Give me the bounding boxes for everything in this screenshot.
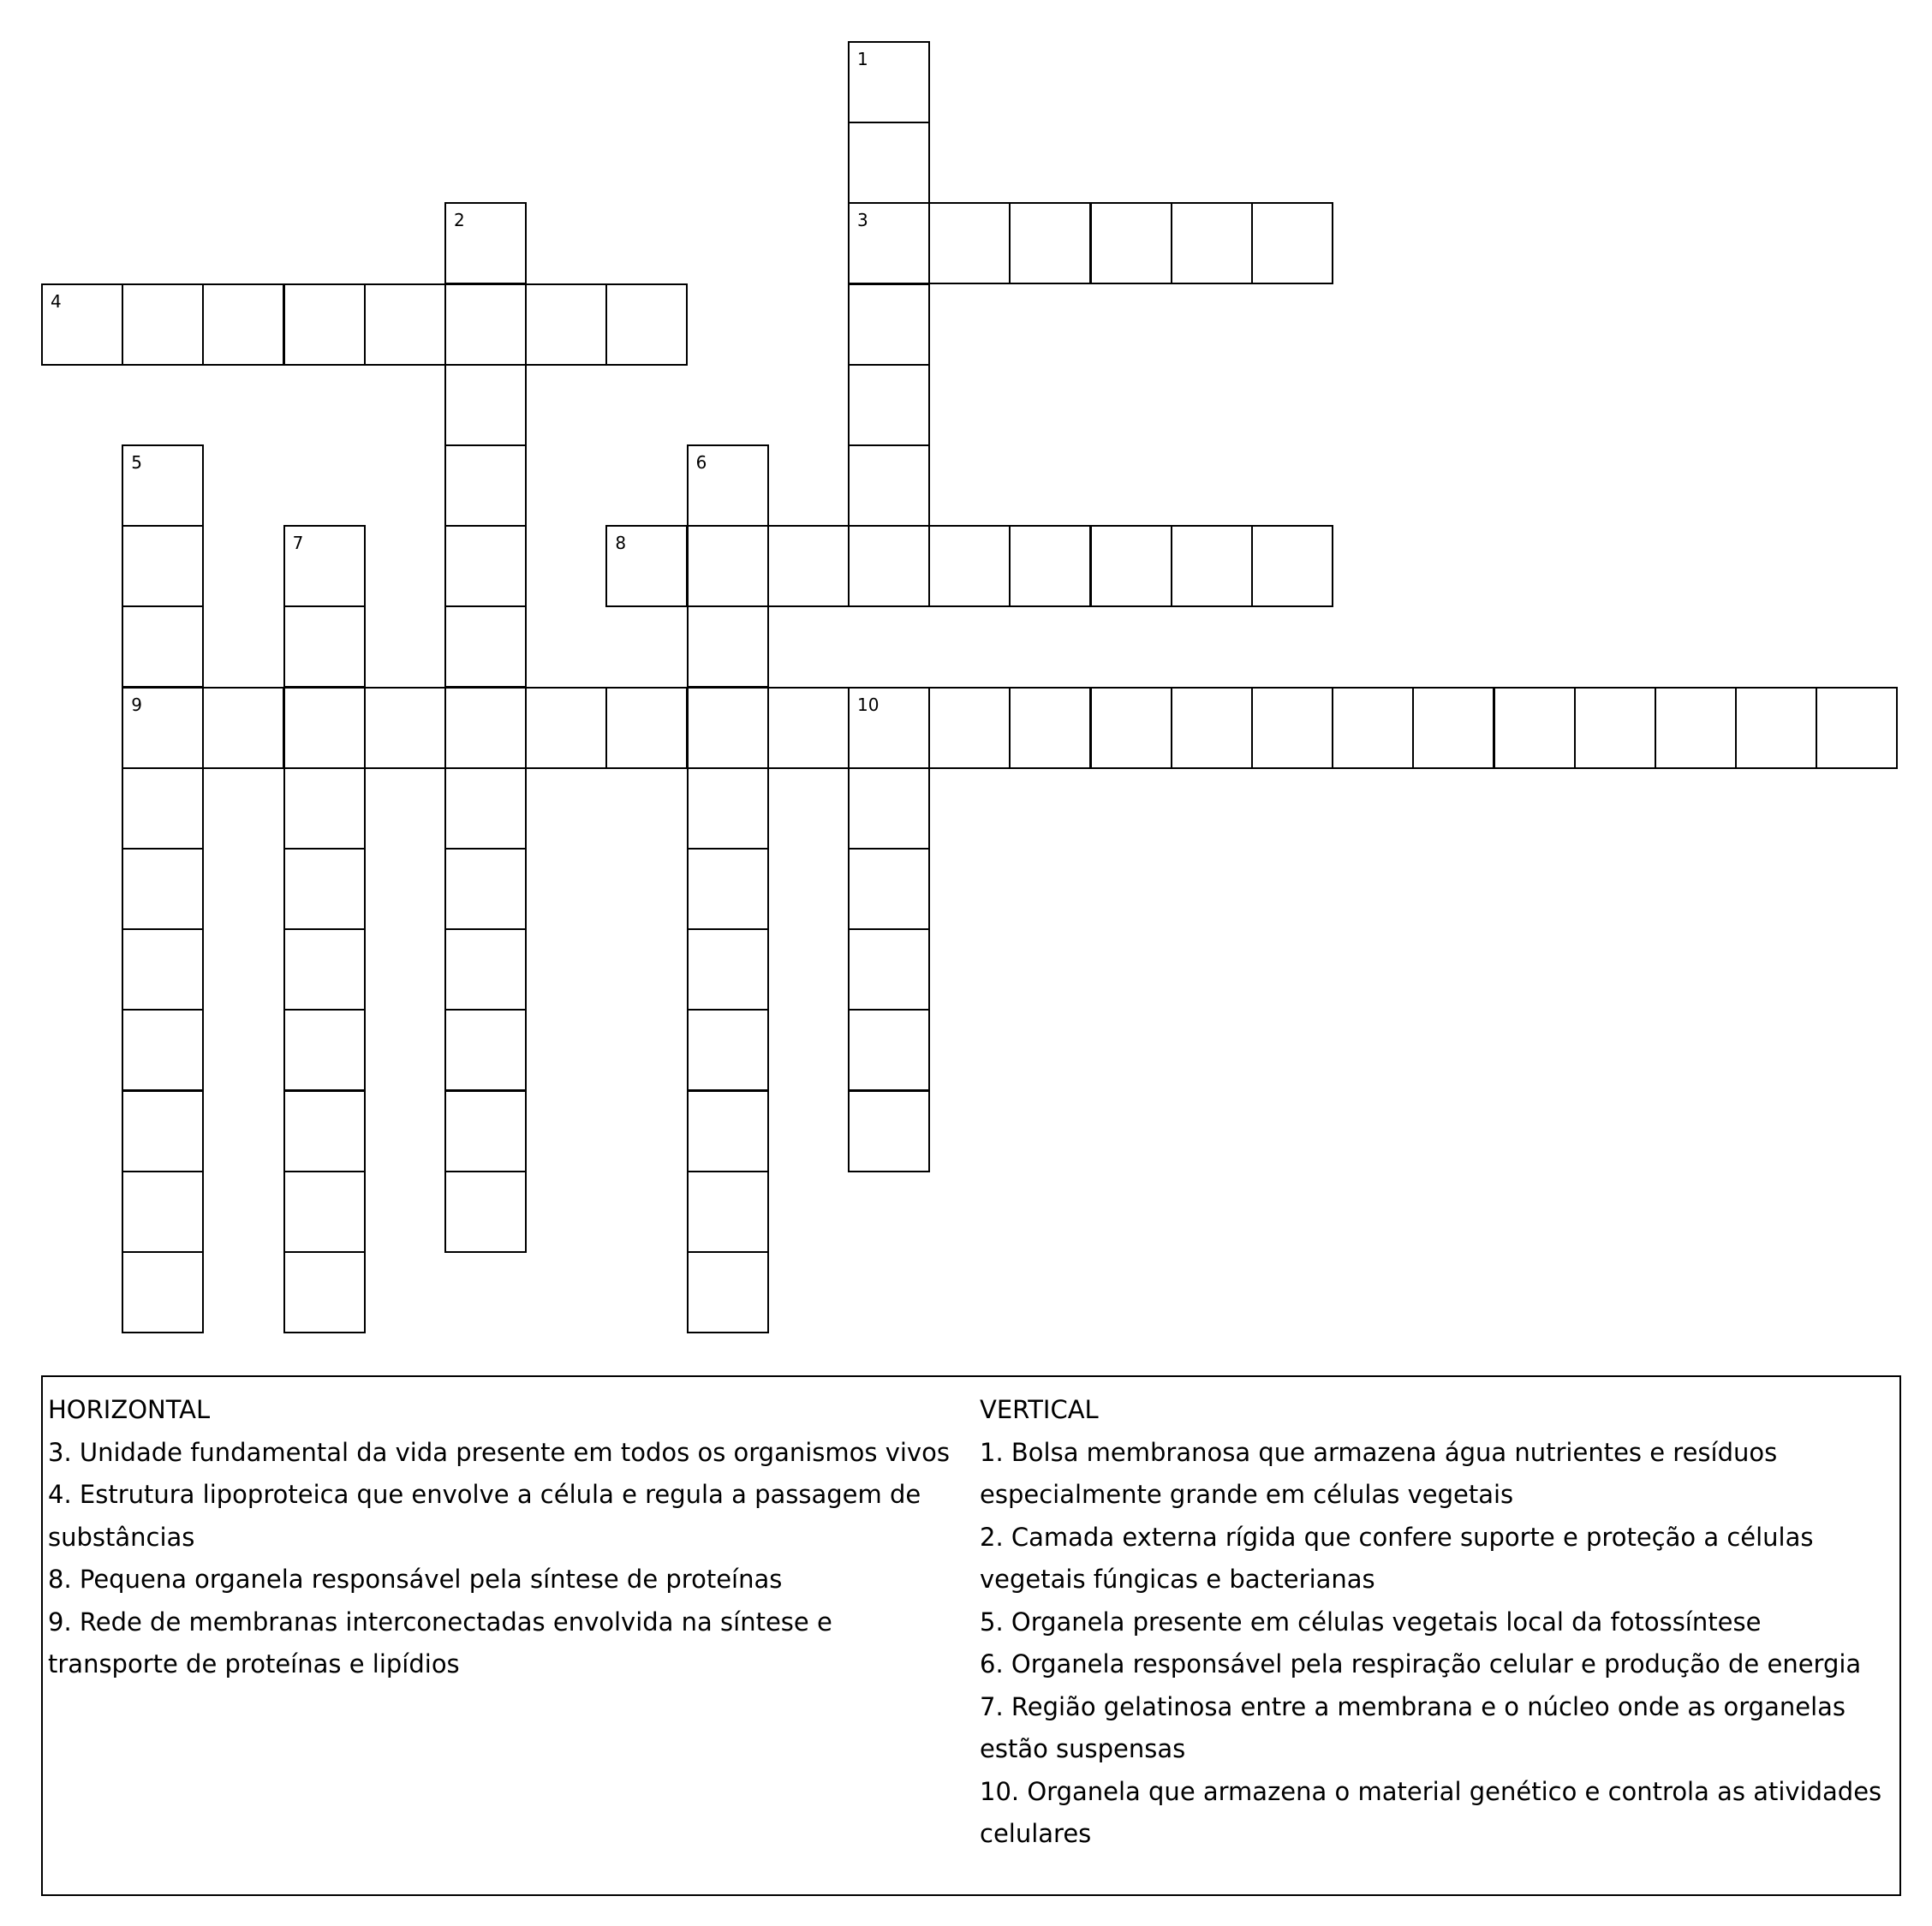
grid-cell[interactable] bbox=[687, 687, 769, 769]
vertical-clues bbox=[980, 1389, 1887, 1856]
vertical-heading: VERTICAL bbox=[980, 1395, 1099, 1424]
clues-panel bbox=[41, 1375, 1901, 1896]
clue-down-10: 10. Organela que armazena o material genético e controla as atividades celulares bbox=[980, 1776, 1882, 1848]
grid-cell[interactable] bbox=[283, 767, 366, 850]
clue-number-7: 7 bbox=[292, 533, 304, 554]
grid-cell[interactable] bbox=[687, 1251, 769, 1333]
grid-cell[interactable] bbox=[444, 1009, 527, 1091]
grid-cell[interactable] bbox=[122, 928, 204, 1011]
grid-cell[interactable] bbox=[122, 767, 204, 850]
grid-cell[interactable] bbox=[444, 687, 527, 769]
grid-cell[interactable] bbox=[1412, 687, 1494, 769]
clue-across-9: 9. Rede de membranas interconectadas envolvida na síntese e transporte de proteínas e lipídios bbox=[48, 1607, 832, 1679]
grid-cell[interactable] bbox=[687, 605, 769, 688]
grid-cell[interactable] bbox=[283, 1009, 366, 1091]
grid-cell[interactable] bbox=[122, 283, 204, 366]
grid-cell[interactable] bbox=[687, 767, 769, 850]
grid-cell[interactable] bbox=[444, 444, 527, 527]
clue-number-8: 8 bbox=[615, 533, 627, 554]
grid-cell[interactable] bbox=[444, 1171, 527, 1253]
grid-cell[interactable] bbox=[283, 283, 366, 366]
grid-cell[interactable] bbox=[283, 525, 366, 607]
grid-cell[interactable] bbox=[605, 283, 688, 366]
grid-cell[interactable] bbox=[848, 202, 930, 284]
grid-cell[interactable] bbox=[444, 848, 527, 930]
grid-cell[interactable] bbox=[1251, 525, 1333, 607]
grid-cell[interactable] bbox=[1655, 687, 1737, 769]
clue-number-1: 1 bbox=[857, 49, 868, 69]
grid-cell[interactable] bbox=[848, 848, 930, 930]
grid-cell[interactable] bbox=[1735, 687, 1817, 769]
grid-cell[interactable] bbox=[848, 364, 930, 446]
clue-number-3: 3 bbox=[857, 210, 868, 231]
grid-cell[interactable] bbox=[525, 283, 607, 366]
clue-down-7: 7. Região gelatinosa entre a membrana e o núcleo onde as organelas estão suspensas bbox=[980, 1691, 1846, 1763]
grid-cell[interactable] bbox=[283, 605, 366, 688]
grid-cell[interactable] bbox=[444, 1090, 527, 1172]
grid-cell[interactable] bbox=[1009, 525, 1091, 607]
grid-cell[interactable] bbox=[687, 444, 769, 527]
grid-cell[interactable] bbox=[1171, 525, 1253, 607]
clue-across-3: 3. Unidade fundamental da vida presente em todos os organismos vivos bbox=[48, 1437, 950, 1467]
grid-cell[interactable] bbox=[605, 687, 688, 769]
grid-cell[interactable] bbox=[687, 525, 769, 607]
grid-cell[interactable] bbox=[364, 687, 446, 769]
grid-cell[interactable] bbox=[122, 848, 204, 930]
grid-cell[interactable] bbox=[1332, 687, 1414, 769]
grid-cell[interactable] bbox=[1574, 687, 1656, 769]
grid-cell[interactable] bbox=[41, 283, 123, 366]
grid-cell[interactable] bbox=[1251, 687, 1333, 769]
clue-down-5: 5. Organela presente em células vegetais local da fotossíntese bbox=[980, 1607, 1762, 1637]
grid-cell[interactable] bbox=[283, 687, 366, 769]
grid-cell[interactable] bbox=[848, 122, 930, 204]
clue-down-6: 6. Organela responsável pela respiração celular e produção de energia bbox=[980, 1649, 1862, 1679]
grid-cell[interactable] bbox=[767, 525, 850, 607]
grid-cell[interactable] bbox=[122, 525, 204, 607]
grid-cell[interactable] bbox=[283, 1251, 366, 1333]
grid-cell[interactable] bbox=[848, 687, 930, 769]
grid-cell[interactable] bbox=[687, 1009, 769, 1091]
grid-cell[interactable] bbox=[444, 283, 527, 366]
grid-cell[interactable] bbox=[444, 928, 527, 1011]
grid-cell[interactable] bbox=[122, 444, 204, 527]
grid-cell[interactable] bbox=[928, 202, 1011, 284]
grid-cell[interactable] bbox=[122, 1009, 204, 1091]
grid-cell[interactable] bbox=[1090, 687, 1172, 769]
clue-number-2: 2 bbox=[454, 210, 465, 231]
clue-number-10: 10 bbox=[857, 694, 880, 715]
grid-cell[interactable] bbox=[848, 928, 930, 1011]
clue-across-8: 8. Pequena organela responsável pela síntese de proteínas bbox=[48, 1565, 783, 1594]
grid-cell[interactable] bbox=[202, 687, 284, 769]
grid-cell[interactable] bbox=[444, 767, 527, 850]
clue-number-4: 4 bbox=[51, 290, 62, 312]
clue-number-9: 9 bbox=[131, 694, 142, 715]
grid-cell[interactable] bbox=[687, 928, 769, 1011]
clue-across-4: 4. Estrutura lipoproteica que envolve a célula e regula a passagem de substâncias bbox=[48, 1480, 921, 1552]
grid-cell[interactable] bbox=[848, 767, 930, 850]
grid-cell[interactable] bbox=[283, 928, 366, 1011]
grid-cell[interactable] bbox=[928, 525, 1011, 607]
grid-cell[interactable] bbox=[444, 605, 527, 688]
grid-cell[interactable] bbox=[283, 1171, 366, 1253]
grid-cell[interactable] bbox=[848, 1090, 930, 1172]
grid-cell[interactable] bbox=[687, 1171, 769, 1253]
grid-cell[interactable] bbox=[1494, 687, 1576, 769]
grid-cell[interactable] bbox=[1816, 687, 1898, 769]
grid-cell[interactable] bbox=[848, 41, 930, 123]
grid-cell[interactable] bbox=[444, 364, 527, 446]
grid-cell[interactable] bbox=[848, 1009, 930, 1091]
grid-cell[interactable] bbox=[1251, 202, 1333, 284]
clue-down-1: 1. Bolsa membranosa que armazena água nutrientes e resíduos especialmente grande em células vegetais bbox=[980, 1437, 1778, 1509]
grid-cell[interactable] bbox=[364, 283, 446, 366]
grid-cell[interactable] bbox=[1090, 202, 1172, 284]
clue-number-6: 6 bbox=[695, 452, 707, 473]
grid-cell[interactable] bbox=[928, 687, 1011, 769]
grid-cell[interactable] bbox=[122, 687, 204, 769]
grid-cell[interactable] bbox=[122, 1090, 204, 1172]
grid-cell[interactable] bbox=[283, 1090, 366, 1172]
grid-cell[interactable] bbox=[122, 605, 204, 688]
grid-cell[interactable] bbox=[1009, 202, 1091, 284]
grid-cell[interactable] bbox=[767, 687, 850, 769]
grid-cell[interactable] bbox=[1090, 525, 1172, 607]
grid-cell[interactable] bbox=[687, 848, 769, 930]
clue-down-2: 2. Camada externa rígida que confere suporte e proteção a células vegetais fúngicas e bacterianas bbox=[980, 1522, 1814, 1594]
clue-number-5: 5 bbox=[131, 452, 142, 473]
grid-cell[interactable] bbox=[848, 444, 930, 527]
grid-cell[interactable] bbox=[1171, 687, 1253, 769]
grid-cell[interactable] bbox=[444, 525, 527, 607]
horizontal-heading: HORIZONTAL bbox=[48, 1395, 211, 1424]
grid-cell[interactable] bbox=[202, 283, 284, 366]
grid-cell[interactable] bbox=[1171, 202, 1253, 284]
grid-cell[interactable] bbox=[848, 283, 930, 366]
grid-cell[interactable] bbox=[122, 1251, 204, 1333]
grid-cell[interactable] bbox=[605, 525, 688, 607]
grid-cell[interactable] bbox=[1009, 687, 1091, 769]
grid-cell[interactable] bbox=[122, 1171, 204, 1253]
grid-cell[interactable] bbox=[687, 1090, 769, 1172]
horizontal-clues bbox=[48, 1389, 956, 1686]
grid-cell[interactable] bbox=[848, 525, 930, 607]
grid-cell[interactable] bbox=[525, 687, 607, 769]
grid-cell[interactable] bbox=[444, 202, 527, 284]
grid-cell[interactable] bbox=[283, 848, 366, 930]
